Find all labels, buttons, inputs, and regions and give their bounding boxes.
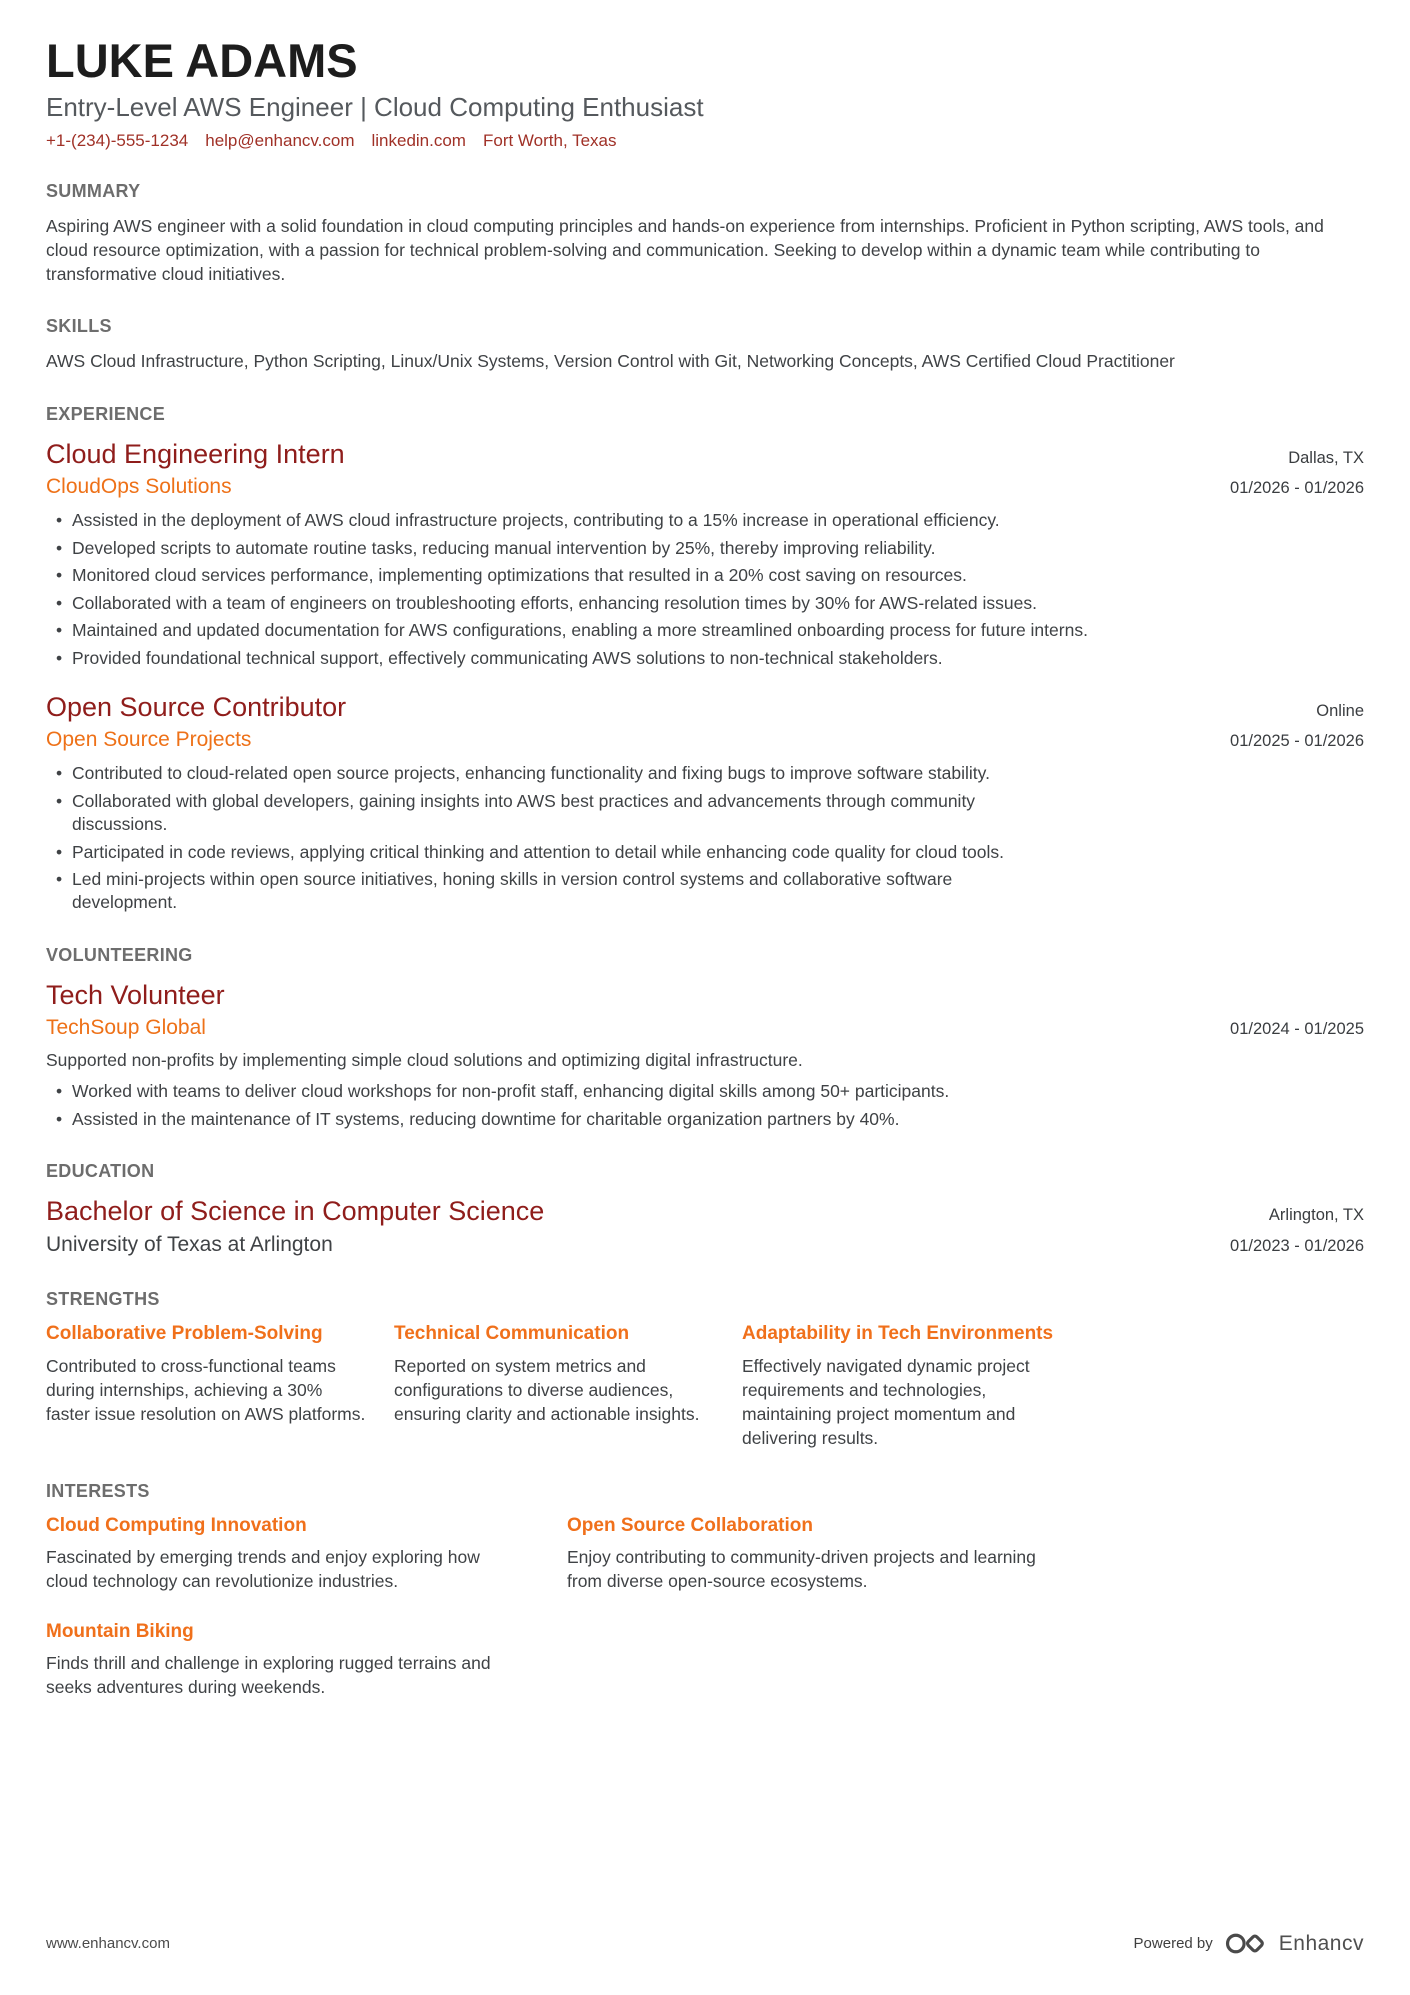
job-title: Cloud Engineering Intern [46, 438, 345, 469]
job-bullet: • Led mini-projects within open source initiatives, honing skills in version control systems and collaborative software development. [72, 868, 1022, 914]
education-dates: 01/2023 - 01/2026 [1230, 1236, 1364, 1255]
job-bullet: • Contributed to cloud-related open source projects, enhancing functionality and fixing bugs to improve software stability. [72, 762, 1364, 785]
location-text: Fort Worth, Texas [482, 130, 617, 150]
headline: Entry-Level AWS Engineer | Cloud Computing Enthusiast [46, 91, 704, 122]
job-bullet: • Assisted in the deployment of AWS cloud infrastructure projects, contributing to a 15% increase in operational efficiency. [72, 509, 1364, 532]
job-dates: 01/2026 - 01/2026 [1230, 478, 1364, 497]
powered-by[interactable] [1134, 1930, 1364, 1957]
volunteering-section [46, 945, 1364, 1131]
linkedin-link[interactable]: linkedin.com [371, 130, 466, 150]
job-bullet: • Collaborated with global developers, gaining insights into AWS best practices and advancements through community discussions. [72, 790, 1052, 836]
volunteering-heading: VOLUNTEERING [46, 944, 193, 965]
company-name: CloudOps Solutions [46, 474, 232, 498]
skills-heading: SKILLS [46, 316, 112, 337]
education-section [46, 1161, 1364, 1259]
interests-heading: INTERESTS [46, 1480, 150, 1501]
education-entry [46, 1194, 1364, 1259]
strength-item [394, 1322, 742, 1450]
strength-text: Contributed to cross-functional teams during internships, achieving a 30% faster issue resolution on AWS platforms. [46, 1355, 366, 1425]
interest-text: Fascinated by emerging trends and enjoy exploring how cloud technology can revolutionize industries. [46, 1547, 480, 1592]
experience-entry [46, 690, 1364, 915]
organization-name: TechSoup Global [46, 1015, 206, 1039]
person-name: LUKE ADAMS [46, 34, 358, 87]
email-link[interactable]: help@enhancv.com [205, 130, 355, 150]
volunteer-bullet: • Worked with teams to deliver cloud workshops for non-profit staff, enhancing digital skills among 50+ participants. [72, 1080, 1364, 1103]
volunteer-bullet: • Assisted in the maintenance of IT systems, reducing downtime for charitable organization partners by 40%. [72, 1108, 1364, 1131]
strength-item [46, 1322, 394, 1450]
job-dates: 01/2025 - 01/2026 [1230, 732, 1364, 751]
company-name: Open Source Projects [46, 728, 252, 752]
strengths-section [46, 1289, 1364, 1450]
interest-text: Enjoy contributing to community-driven projects and learning from diverse open-source ecosystems. [567, 1547, 1036, 1592]
interest-title: Open Source Collaboration [567, 1514, 813, 1536]
skills-section [46, 316, 1364, 373]
volunteer-dates: 01/2024 - 01/2025 [1230, 1019, 1364, 1038]
strength-title: Technical Communication [394, 1323, 630, 1345]
summary-section [46, 181, 1364, 286]
education-heading: EDUCATION [46, 1160, 155, 1181]
volunteer-title: Tech Volunteer [46, 979, 225, 1010]
strength-title: Adaptability in Tech Environments [742, 1323, 1054, 1345]
strength-text: Effectively navigated dynamic project requirements and technologies, maintaining project momentum and delivering results. [742, 1355, 1030, 1449]
strength-text: Reported on system metrics and configurations to diverse audiences, ensuring clarity and actionable insights. [394, 1355, 700, 1425]
job-bullet: • Participated in code reviews, applying critical thinking and attention to detail while enhancing code quality for cloud tools. [72, 841, 1364, 864]
job-location: Dallas, TX [1288, 448, 1364, 467]
job-title: Open Source Contributor [46, 692, 347, 722]
interests-grid [46, 1514, 1364, 1700]
strength-title: Collaborative Problem-Solving [46, 1323, 323, 1345]
strengths-grid [46, 1322, 1364, 1450]
contact-row [46, 131, 1364, 151]
footer-website-link[interactable]: www.enhancv.com [46, 1935, 170, 1952]
school-name: University of Texas at Arlington [46, 1232, 333, 1256]
job-bullet: • Monitored cloud services performance, implementing optimizations that resulted in a 20% cost saving on resources. [72, 564, 1364, 587]
experience-entry [46, 437, 1364, 671]
experience-section [46, 404, 1364, 915]
job-bullet: • Provided foundational technical support, effectively communicating AWS solutions to non-technical stakeholders. [72, 647, 1364, 670]
interest-item [567, 1514, 1067, 1594]
volunteer-description: Supported non-profits by implementing simple cloud solutions and optimizing digital infrastructure. [46, 1049, 803, 1070]
strength-item [742, 1322, 1090, 1450]
summary-heading: SUMMARY [46, 180, 141, 201]
job-bullet: • Developed scripts to automate routine tasks, reducing manual intervention by 25%, thereby improving reliability. [72, 537, 1364, 560]
phone-link[interactable]: +1-(234)-555-1234 [46, 130, 189, 150]
strengths-heading: STRENGTHS [46, 1289, 160, 1310]
powered-by-label: Powered by [1133, 1935, 1213, 1952]
job-location: Online [1316, 702, 1364, 720]
brand-name: Enhancv [1278, 1931, 1364, 1955]
interest-title: Cloud Computing Innovation [46, 1514, 307, 1536]
enhancv-logo-icon [1225, 1930, 1267, 1957]
volunteering-entry [46, 978, 1364, 1131]
resume-header [46, 36, 1364, 151]
summary-text: Aspiring AWS engineer with a solid foundation in cloud computing principles and hands-on experience from internships. Proficient in Python scripting, AWS tools, and cloud resource optimization, with a passion for technical problem-solving and communication. Seeking to develop within a dynamic team while contributing to transformative cloud initiatives. [46, 215, 1324, 285]
interest-title: Mountain Biking [46, 1620, 194, 1642]
interest-text: Finds thrill and challenge in exploring rugged terrains and seeks adventures during weekends. [46, 1653, 491, 1698]
volunteer-bullet-list [46, 1080, 1364, 1131]
job-bullet: • Collaborated with a team of engineers on troubleshooting efforts, enhancing resolution times by 30% for AWS-related issues. [72, 592, 1364, 615]
interest-item [46, 1514, 546, 1594]
job-bullet: • Maintained and updated documentation for AWS configurations, enabling a more streamlined onboarding process for future interns. [72, 619, 1102, 642]
job-bullet-list [46, 509, 1364, 670]
page-footer [46, 1930, 1364, 1957]
skills-text: AWS Cloud Infrastructure, Python Scripting, Linux/Unix Systems, Version Control with Git, Networking Concepts, AWS Certified Cloud Practitioner [46, 351, 1175, 372]
interests-section [46, 1481, 1364, 1700]
interest-item [46, 1620, 546, 1700]
job-bullet-list [46, 762, 1364, 914]
education-location: Arlington, TX [1268, 1205, 1364, 1224]
degree-title: Bachelor of Science in Computer Science [46, 1195, 545, 1226]
experience-heading: EXPERIENCE [46, 403, 166, 424]
